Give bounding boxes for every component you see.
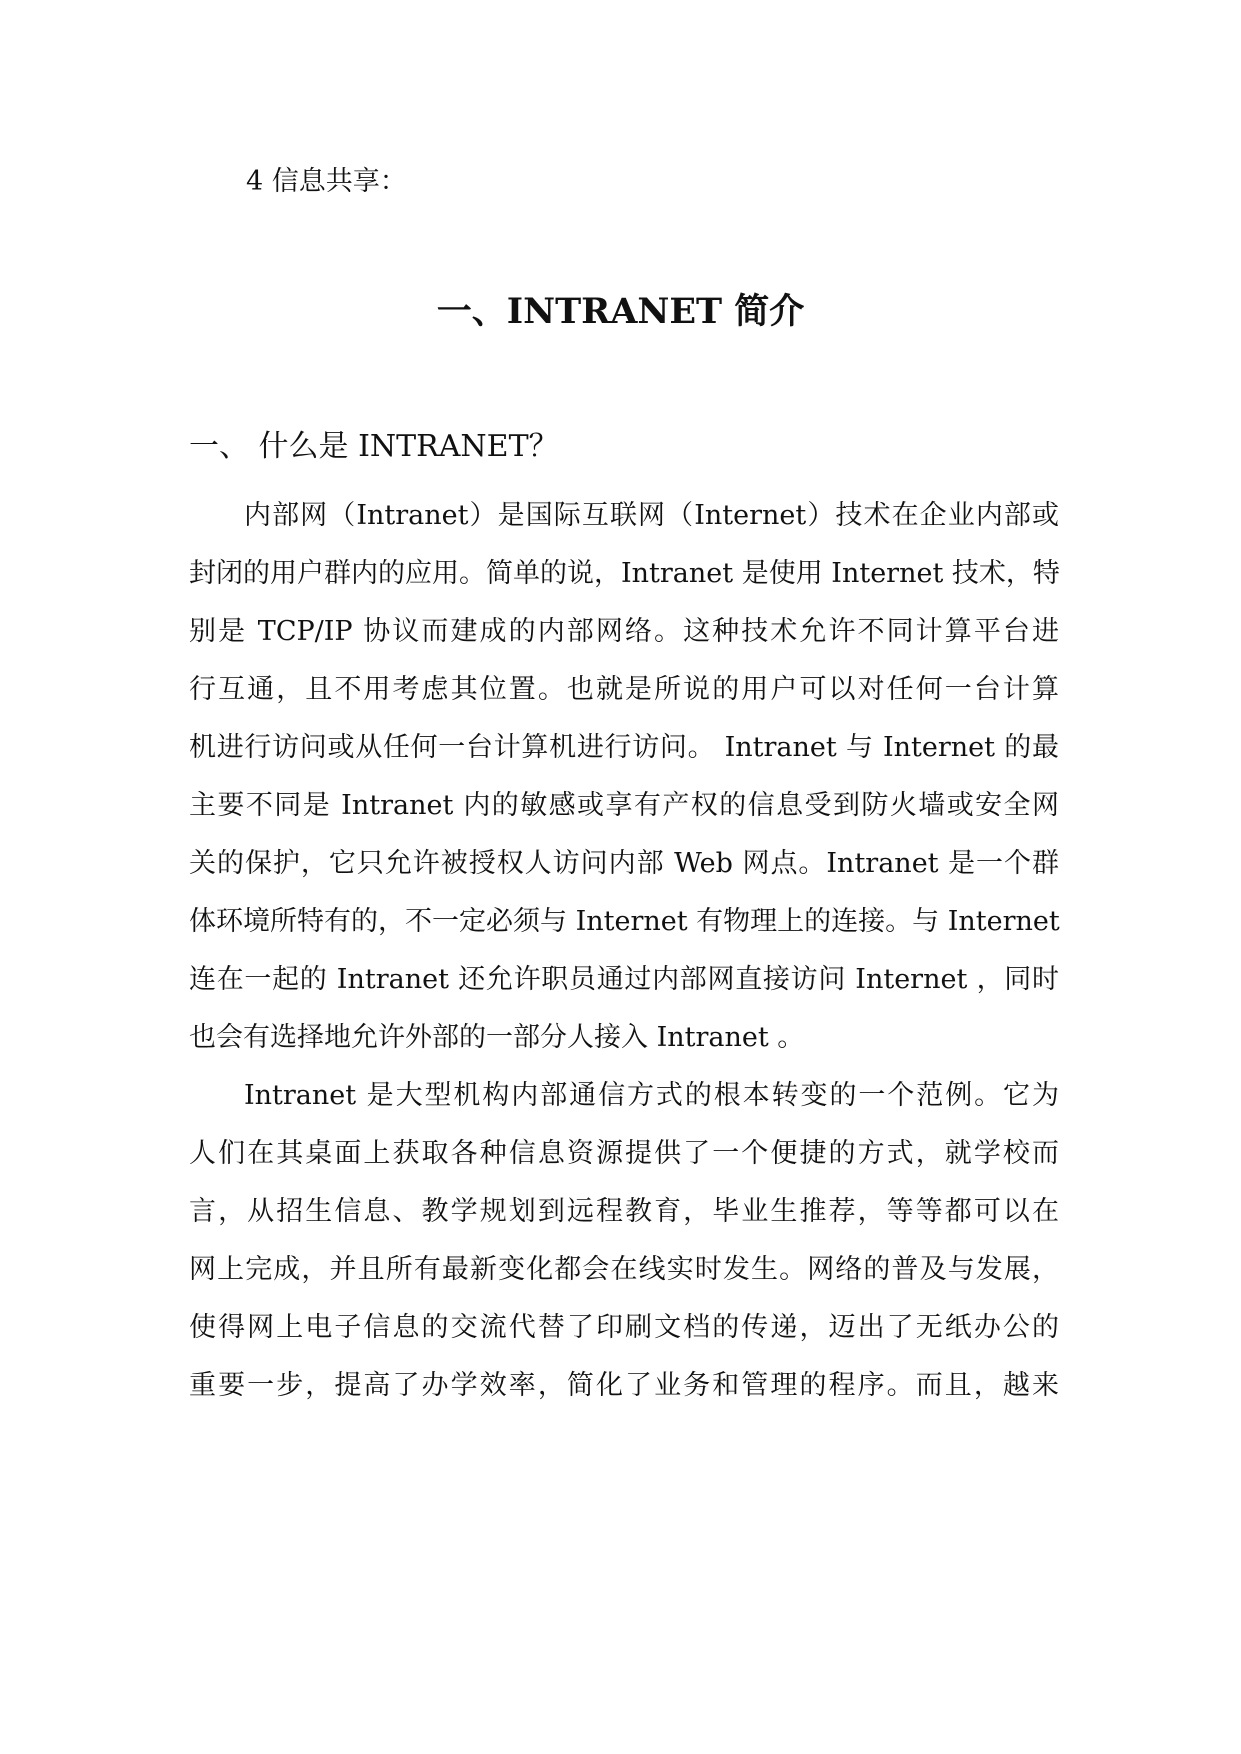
list-item-4: 4 信息共享： <box>246 166 407 197</box>
page-title: 一、INTRANET 简介 <box>436 291 805 332</box>
paragraph-line: Intranet 是大型机构内部通信方式的根本转变的一个范例。它为 <box>244 1080 1059 1111</box>
paragraph-line: 行互通，且不用考虑其位置。也就是所说的用户可以对任何一台计算 <box>189 674 1059 705</box>
paragraph-line: 重要一步，提高了办学效率，简化了业务和管理的程序。而且，越来 <box>189 1370 1059 1401</box>
paragraph-line: 人们在其桌面上获取各种信息资源提供了一个便捷的方式，就学校而 <box>189 1138 1059 1169</box>
paragraph-line: 封闭的用户群内的应用。简单的说，Intranet 是使用 Internet 技术，特 <box>189 558 1060 589</box>
paragraph-line: 言，从招生信息、教学规划到远程教育，毕业生推荐，等等都可以在 <box>189 1196 1059 1227</box>
paragraph-line: 别是 TCP/IP 协议而建成的内部网络。这种技术允许不同计算平台进 <box>189 616 1059 647</box>
paragraph-line: 网上完成，并且所有最新变化都会在线实时发生。网络的普及与发展， <box>189 1254 1059 1285</box>
paragraph-line: 关的保护，它只允许被授权人访问内部 Web 网点。Intranet 是一个群 <box>189 848 1059 879</box>
paragraph-line: 也会有选择地允许外部的一部分人接入 Intranet 。 <box>189 1022 805 1053</box>
paragraph-line: 连在一起的 Intranet 还允许职员通过内部网直接访问 Internet ，同时 <box>189 964 1059 995</box>
paragraph-line: 使得网上电子信息的交流代替了印刷文档的传递，迈出了无纸办公的 <box>189 1312 1059 1343</box>
paragraph-line: 机进行访问或从任何一台计算机进行访问。 Intranet 与 Internet 的最 <box>189 732 1059 763</box>
paragraph-line: 内部网（Intranet）是国际互联网（Internet）技术在企业内部或 <box>244 500 1059 531</box>
paragraph-line: 主要不同是 Intranet 内的敏感或享有产权的信息受到防火墙或安全网 <box>189 790 1059 821</box>
paragraph-line: 体环境所特有的，不一定必须与 Internet 有物理上的连接。与 Internet <box>189 906 1060 937</box>
section-heading: 一、 什么是 INTRANET？ <box>189 429 559 464</box>
